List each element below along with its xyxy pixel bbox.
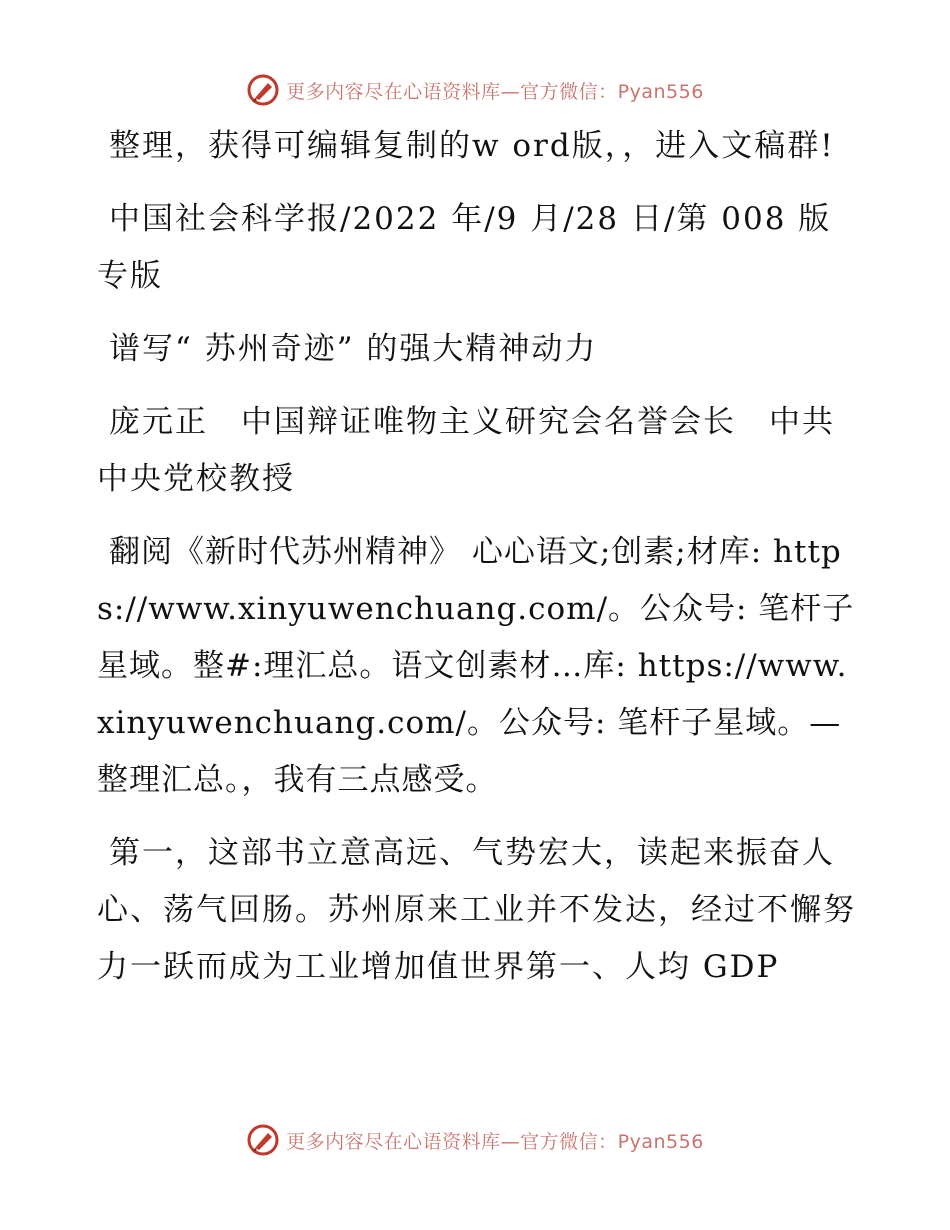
article-title: 谱写“ 苏州奇迹” 的强大精神动力	[109, 331, 598, 367]
source-line: 中国社会科学报/2022 年/9 月/28 日/第 008 版专版	[97, 201, 832, 294]
footer-banner	[0, 1120, 950, 1160]
header-banner	[0, 70, 950, 110]
intro-paragraph: 整理，获得可编辑复制的w ord版，，进入文稿群!	[109, 128, 835, 164]
body-paragraph: 翻阅《新时代苏州精神》 心心语文;创素;材库: https://www.xinyuwenchuang.com/。公众号: 笔杆子星域。整#:理汇总。语文创素材…库: https://www.xinyuwenchuang.com/。公众号: 笔杆子星域。—整理汇总。，我有三点感受。	[97, 534, 855, 798]
author-line: 庞元正 中国辩证唯物主义研究会名誉会长 中共中央党校教授	[97, 404, 835, 497]
footer-banner-text: 更多内容尽在心语资料库—官方微信：Pyan556	[286, 1130, 704, 1153]
pen-logo-icon	[246, 1123, 280, 1157]
body-paragraph: 第一，这部书立意高远、气势宏大，读起来振奋人心、荡气回肠。苏州原来工业并不发达，经过不懈努力一跃而成为工业增加值世界第一、人均 GDP	[97, 835, 856, 985]
pen-logo-icon	[246, 73, 280, 107]
document-body	[97, 118, 857, 1012]
header-banner-text: 更多内容尽在心语资料库—官方微信：Pyan556	[286, 80, 704, 103]
